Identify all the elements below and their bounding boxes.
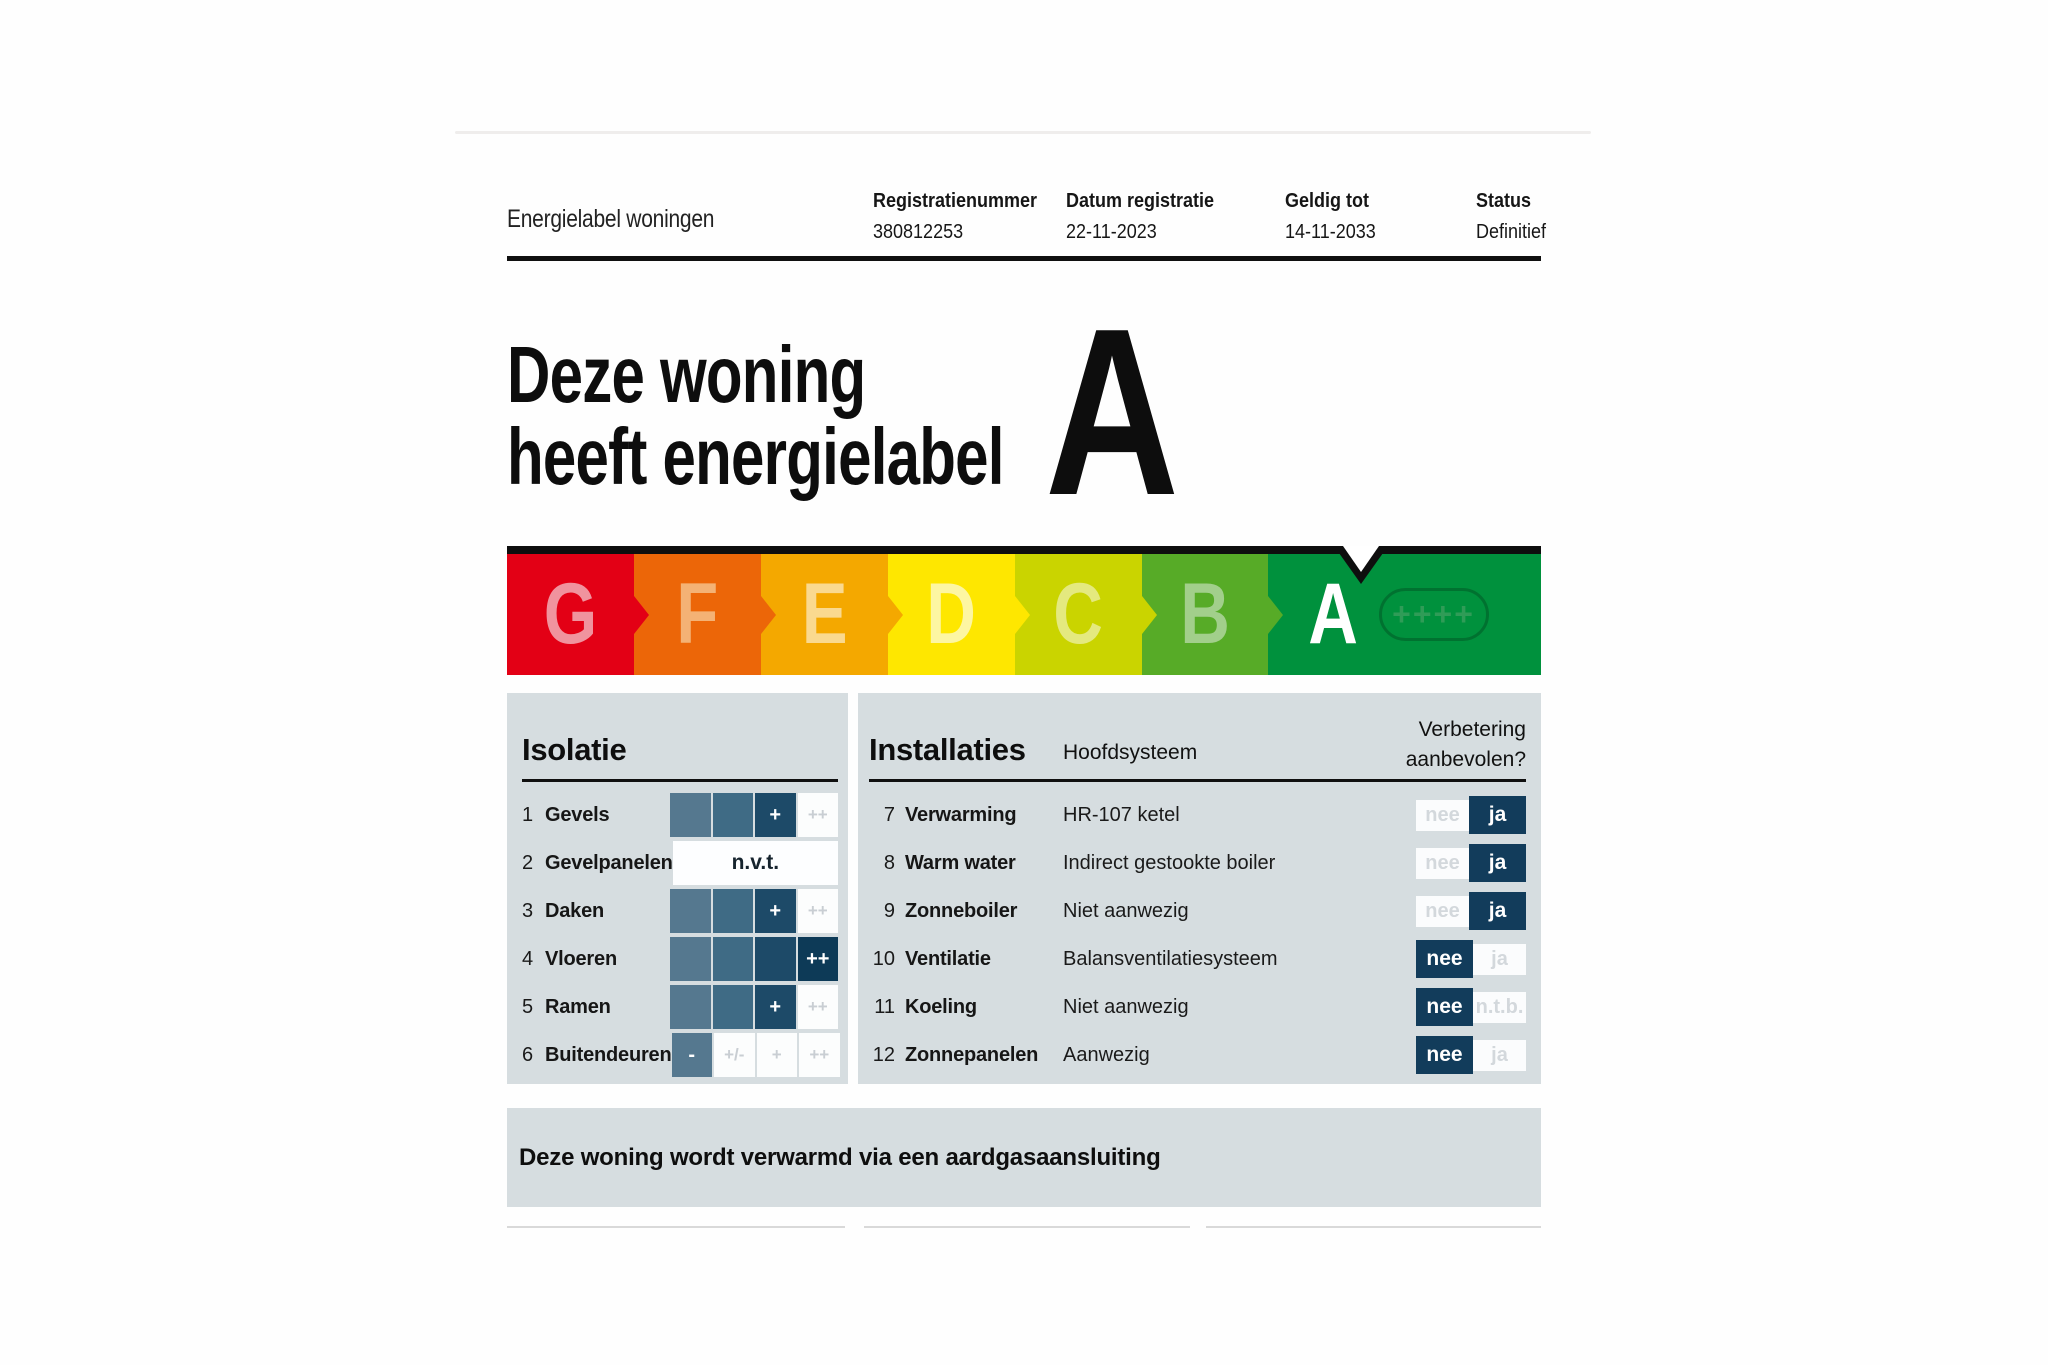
rating-cell	[713, 793, 754, 837]
installaties-title: Installaties	[869, 732, 1026, 767]
rating-cell	[713, 889, 754, 933]
segment-arrow-icon	[1268, 596, 1283, 634]
row-name: Verwarming	[905, 803, 1017, 826]
energy-scale	[507, 546, 1541, 675]
scale-letter: G	[543, 566, 598, 662]
improvement-indicator	[1416, 892, 1526, 930]
scale-segment-d	[888, 554, 1015, 675]
system-value: Niet aanwezig	[1063, 899, 1189, 922]
rating-cell: +	[757, 1033, 798, 1077]
installaties-divider	[869, 779, 1526, 782]
row-number: 5	[522, 995, 534, 1018]
rating-cell: ++	[798, 985, 839, 1029]
isolatie-rows	[522, 791, 838, 1079]
row-name: Warm water	[905, 851, 1016, 874]
installaties-row-verwarming	[869, 791, 1526, 839]
scale-letter: A	[1308, 566, 1359, 662]
scale-segment-b	[1142, 554, 1269, 675]
hoofdsysteem-column-header: Hoofdsysteem	[1063, 741, 1198, 764]
rating-cell: ++	[798, 793, 839, 837]
segment-arrow-icon	[1142, 596, 1157, 634]
isolatie-row-vloeren	[522, 935, 838, 983]
rating-indicator	[670, 985, 838, 1029]
row-number: 4	[522, 947, 534, 970]
row-number: 3	[522, 899, 534, 922]
scale-letter: D	[926, 566, 977, 662]
energy-label-letter: A	[1045, 280, 1180, 545]
detail-panels	[507, 693, 1541, 1084]
row-name: Koeling	[905, 995, 977, 1018]
rating-cell: ++	[798, 889, 839, 933]
header-field-label: Registratienummer	[873, 190, 1038, 212]
scale-letter: E	[801, 566, 848, 662]
header-divider	[507, 256, 1541, 261]
row-name: Gevelpanelen	[545, 851, 673, 874]
rating-cell	[713, 985, 754, 1029]
header-field-value: Definitief	[1476, 221, 1547, 243]
rating-cell: +	[755, 889, 796, 933]
header-field-label: Datum registratie	[1066, 190, 1215, 212]
isolatie-row-ramen	[522, 983, 838, 1031]
headline-line1: Deze woning	[507, 330, 866, 419]
improvement-indicator	[1416, 796, 1526, 834]
row-name: Zonnepanelen	[905, 1043, 1039, 1066]
isolatie-divider	[522, 779, 838, 782]
document-content	[507, 0, 1547, 1365]
installaties-row-ventilatie	[869, 935, 1526, 983]
scale-letter: C	[1053, 566, 1103, 662]
row-number: 8	[883, 851, 895, 874]
row-number: 11	[874, 995, 895, 1018]
option-nee: nee	[1416, 940, 1473, 978]
option-ja: ja	[1473, 944, 1526, 975]
rating-indicator	[670, 889, 838, 933]
rating-cell: ++	[798, 937, 839, 981]
current-label-pointer-inner	[1343, 546, 1379, 572]
option-nee: nee	[1416, 800, 1469, 831]
option-nee: nee	[1416, 1036, 1473, 1074]
rating-cell: +	[755, 985, 796, 1029]
rating-indicator	[670, 937, 838, 981]
option-nee: nee	[1416, 988, 1473, 1026]
improvement-indicator	[1416, 844, 1526, 882]
document-title: Energielabel woningen	[507, 205, 715, 233]
headline-line2: heeft energielabel	[507, 412, 1004, 501]
isolatie-title: Isolatie	[522, 732, 627, 767]
headline	[507, 330, 1004, 501]
row-number: 1	[522, 803, 534, 826]
option-ntb: n.t.b.	[1473, 992, 1526, 1023]
scale-letter: B	[1180, 566, 1230, 662]
system-value: Niet aanwezig	[1063, 995, 1189, 1018]
installaties-row-koeling	[869, 983, 1526, 1031]
isolatie-panel	[507, 693, 848, 1084]
installaties-row-warm-water	[869, 839, 1526, 887]
rating-cell: -	[672, 1033, 713, 1077]
row-number: 10	[872, 947, 895, 970]
scale-segment-e	[761, 554, 888, 675]
footer-line	[864, 1226, 1190, 1228]
improvement-indicator	[1416, 1036, 1526, 1074]
rating-cell	[713, 937, 754, 981]
footer-line	[507, 1226, 845, 1228]
rating-cell	[670, 793, 711, 837]
installaties-panel	[858, 693, 1541, 1084]
isolatie-row-buitendeuren	[522, 1031, 838, 1079]
row-name: Daken	[545, 899, 605, 922]
rating-cell: +/-	[714, 1033, 755, 1077]
segment-arrow-icon	[1015, 596, 1030, 634]
header-field-value: 14-11-2033	[1285, 221, 1376, 243]
footer-section-lines	[507, 1226, 1541, 1228]
header-field-label: Status	[1476, 190, 1532, 212]
option-nee: nee	[1416, 896, 1469, 927]
isolatie-row-daken	[522, 887, 838, 935]
rating-cell	[755, 937, 796, 981]
row-name: Ramen	[545, 995, 611, 1018]
plus-plus-plus-plus-badge: ++++	[1379, 588, 1489, 641]
rating-cell: +	[755, 793, 796, 837]
installaties-row-zonneboiler	[869, 887, 1526, 935]
row-name: Buitendeuren	[545, 1043, 672, 1066]
rating-indicator	[670, 793, 838, 837]
row-number: 6	[522, 1043, 534, 1066]
header-field-label: Geldig tot	[1285, 190, 1369, 212]
improvement-indicator	[1416, 988, 1526, 1026]
segment-arrow-icon	[761, 596, 776, 634]
installaties-row-zonnepanelen	[869, 1031, 1526, 1079]
row-name: Gevels	[545, 803, 610, 826]
rating-cell	[670, 937, 711, 981]
improvement-indicator	[1416, 940, 1526, 978]
row-number: 7	[883, 803, 895, 826]
row-number: 12	[872, 1043, 895, 1066]
option-ja: ja	[1473, 1040, 1526, 1071]
row-number: 2	[522, 851, 534, 874]
installaties-rows	[869, 791, 1526, 1079]
system-value: Indirect gestookte boiler	[1063, 851, 1276, 874]
footer-line	[1206, 1226, 1541, 1228]
row-name: Vloeren	[545, 947, 617, 970]
scale-segment-g	[507, 554, 634, 675]
rating-indicator	[672, 1033, 840, 1077]
scale-segment-c	[1015, 554, 1142, 675]
rating-cell: ++	[799, 1033, 840, 1077]
system-value: Aanwezig	[1063, 1043, 1150, 1066]
header-field-value: 380812253	[873, 221, 964, 243]
scale-segment-f	[634, 554, 761, 675]
option-ja: ja	[1469, 844, 1526, 882]
row-number: 9	[883, 899, 895, 922]
heating-note: Deze woning wordt verwarmd via een aardgasaansluiting	[507, 1108, 1541, 1207]
rating-cell	[670, 985, 711, 1029]
header-field-value: 22-11-2023	[1066, 221, 1157, 243]
scale-letter: F	[676, 566, 719, 662]
scale-segment-a	[1268, 554, 1541, 675]
improvement-column-header: Verbetering aanbevolen?	[1405, 718, 1526, 771]
option-ja: ja	[1469, 796, 1526, 834]
rating-cell	[670, 889, 711, 933]
system-value: HR-107 ketel	[1063, 803, 1180, 826]
isolatie-row-gevels	[522, 791, 838, 839]
option-ja: ja	[1469, 892, 1526, 930]
segment-arrow-icon	[634, 596, 649, 634]
not-applicable-box: n.v.t.	[673, 841, 838, 885]
row-name: Ventilatie	[905, 947, 991, 970]
option-nee: nee	[1416, 848, 1469, 879]
row-name: Zonneboiler	[905, 899, 1018, 922]
isolatie-row-gevelpanelen	[522, 839, 838, 887]
segment-arrow-icon	[888, 596, 903, 634]
system-value: Balansventilatiesysteem	[1063, 947, 1278, 970]
